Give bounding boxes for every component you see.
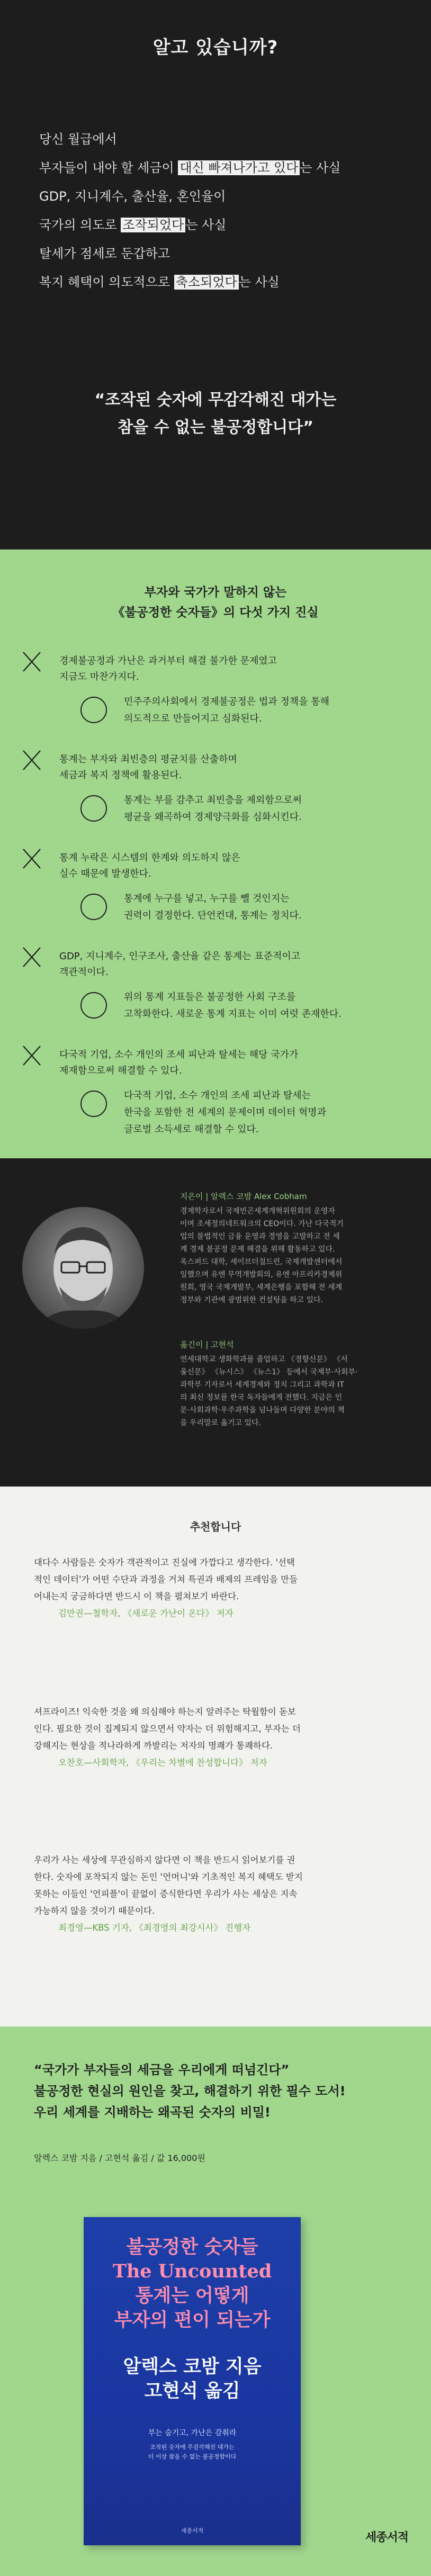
recommend-item	[34, 1554, 399, 1622]
intro-line	[39, 160, 399, 188]
cross-icon	[21, 847, 42, 870]
book-cover	[84, 2217, 301, 2545]
intro-line-text: 탈세가 점세로 둔갑하고	[39, 246, 170, 261]
truth-myth-line: 지금도 마찬가지다.	[59, 671, 139, 682]
cover-title: 불공정한 숫자들	[126, 2236, 258, 2258]
truth-myth	[59, 653, 398, 685]
translator-info	[180, 1338, 413, 1429]
recommend-source: 최경영—KBS 기자, 《최경영의 최강시사》 진행자	[58, 1923, 251, 1933]
cover-tagline: 조작된 숫자에 무감각해진 대가는	[150, 2444, 235, 2451]
book-quote-line: “국가가 부자들의 세금을 우리에게 떠넘긴다”	[34, 2062, 290, 2077]
cross-icon	[21, 1044, 42, 1067]
intro-highlight: 대신 빠져나가고 있다	[178, 160, 300, 175]
recommend-line: 가능하지 않을 것이기 때문이다.	[34, 1906, 155, 1916]
recommend-item	[34, 1852, 399, 1936]
intro-line-text: 국가의 의도로	[39, 218, 121, 232]
truth-myth-line: 실수 때문에 발생한다.	[59, 868, 151, 879]
book-meta: 알렉스 코밤 지음 / 고현석 옮김 / 값 16,000원	[34, 2153, 205, 2163]
cover-subtitle: 부자의 편이 되는가	[114, 2309, 271, 2331]
circle-icon	[80, 795, 107, 822]
author-bio-line: 일했으며 유엔 무역개발회의, 유엔 아프리카경제위	[180, 1271, 343, 1279]
cross-icon	[21, 945, 42, 969]
truth-fact-line: 위의 통계 지표들은 불공정한 사회 구조를	[124, 992, 296, 1003]
truth-myth-line: 제재함으로써 해결할 수 있다.	[59, 1065, 182, 1076]
truth-myth-line: 경제불공정과 가난은 과거부터 해결 불가한 문제였고	[59, 655, 277, 666]
cover-translator: 고현석 옮김	[144, 2380, 240, 2402]
recommend-title: 추천합니다	[190, 1520, 241, 1533]
intro-line-suffix: 는 사실	[238, 275, 280, 290]
truth-myth-line: 다국적 기업, 소수 개인의 조세 피난과 탈세는 해당 국가가	[59, 1049, 299, 1060]
cover-author: 알렉스 코밤 지음	[123, 2356, 262, 2377]
truth-myth	[59, 850, 398, 882]
truths-heading	[0, 582, 431, 623]
truth-fact	[124, 890, 420, 924]
truth-fact-line: 민주주의사회에서 경제불공정은 법과 정책을 통해	[124, 696, 330, 707]
intro-line	[39, 217, 399, 246]
truth-fact-line: 통계는 부를 감추고 최빈층을 제외함으로써	[124, 795, 302, 806]
circle-icon	[80, 894, 107, 920]
recommend-line: 우리가 사는 세상에 무관심하지 않다면 이 책을 반드시 읽어보기를 권	[34, 1855, 295, 1865]
cover-subtitle: 통계는 어떻게	[135, 2285, 249, 2307]
publisher-logo: 세종서적	[365, 2531, 409, 2544]
author-bio-line: 옥스퍼드 대학, 세이브더칠드런, 국제개발센터에서	[180, 1258, 343, 1266]
truth-fact-line: 통계에 누구를 넣고, 누구를 뺄 것인지는	[124, 893, 290, 904]
author-bio-line: 원회, 영국 국제개발부, 세계은행을 포함해 전 세계	[180, 1283, 343, 1292]
circle-icon	[80, 992, 107, 1019]
intro-quote	[0, 386, 431, 442]
author-bio-line: 경제학자로서 국제빈곤세계개혁위원회의 운영자	[180, 1207, 335, 1215]
book-quote	[34, 2059, 405, 2123]
intro-line	[39, 131, 399, 160]
truth-myth	[59, 752, 398, 783]
translator-bio-line: 울신문》 《뉴시스》 《뉴스1》 등에서 국제부·사회부·	[180, 1368, 358, 1376]
book-quote-line: 우리 세계를 지배하는 왜곡된 숫자의 비밀!	[34, 2105, 271, 2120]
intro-line-text: 복지 혜택이 의도적으로	[39, 275, 174, 290]
author-info	[180, 1190, 413, 1307]
truths-heading-line: 《불공정한 숫자들》의 다섯 가지 진실	[112, 606, 319, 619]
truth-fact-line: 의도적으로 만들어지고 심화된다.	[124, 713, 262, 724]
cover-tagline: 더 이상 참을 수 없는 불공정함이다	[148, 2453, 237, 2460]
cover-publisher: 세종서적	[181, 2527, 204, 2534]
intro-line	[39, 274, 399, 303]
author-name: 지은이 | 알렉스 코밤 Alex Cobham	[180, 1192, 307, 1201]
recommend-line: 어내는지 궁금하다면 반드시 이 책을 펼쳐보기 바란다.	[34, 1591, 239, 1601]
truth-fact-line: 권력이 결정한다. 단언컨대, 통계는 정치다.	[124, 910, 302, 921]
truth-fact-line: 글로벌 소득세로 해결할 수 있다.	[124, 1124, 259, 1135]
intro-section	[0, 0, 431, 550]
intro-line-text: GDP, 지니계수, 출산율, 혼인율이	[39, 189, 226, 204]
cover-title-english: The Uncounted	[112, 2260, 272, 2282]
recommend-source: 김만권—철학자, 《새로운 가난이 온다》 저자	[58, 1608, 234, 1618]
truths-heading-line: 부자와 국가가 말하지 않는	[144, 586, 287, 599]
recommend-line: 한다. 숫자에 포착되지 않는 돈인 '언머니'와 기초적인 복지 혜택도 받지	[34, 1872, 303, 1882]
truth-fact	[124, 792, 420, 826]
intro-line-suffix: 는 사실	[185, 218, 227, 232]
recommend-source: 오찬호—사회학자, 《우리는 차별에 찬성합니다》 저자	[58, 1758, 267, 1768]
truths-section	[0, 550, 431, 1158]
truth-fact-line: 다국적 기업, 소수 개인의 조세 피난과 탈세는	[124, 1090, 311, 1101]
intro-quote-line: “조작된 숫자에 무감각해진 대가는	[94, 391, 337, 409]
intro-line	[39, 246, 399, 274]
recommend-section	[0, 1487, 431, 2026]
circle-icon	[80, 1091, 107, 1117]
truth-fact-line: 한국을 포함한 전 세계의 문제이며 데이터 혁명과	[124, 1107, 327, 1118]
intro-highlight: 조작되었다	[121, 218, 185, 232]
intro-title: 알고 있습니까?	[152, 37, 279, 58]
truth-fact-line: 고착화한다. 새로운 통계 지표는 이미 여럿 존재한다.	[124, 1008, 342, 1020]
truth-myth-line: 통계는 부자와 최빈층의 평균치를 산출하며	[59, 754, 237, 765]
translator-name: 옮긴이 | 고현석	[180, 1340, 234, 1349]
cross-icon	[21, 650, 42, 673]
truth-fact	[124, 989, 420, 1023]
intro-line-suffix: 는 사실	[300, 160, 341, 175]
truth-fact	[124, 1087, 420, 1138]
truth-fact-line: 평균을 왜곡하여 경제양극화를 심화시킨다.	[124, 812, 302, 823]
truth-fact	[124, 693, 420, 727]
recommend-item	[34, 1704, 399, 1771]
book-quote-line: 불공정한 현실의 원인을 찾고, 해결하기 위한 필수 도서!	[34, 2084, 346, 2098]
truth-myth-line: 통계 누락은 시스템의 한계와 의도하지 않은	[59, 852, 240, 863]
recommend-line: 못하는 이들인 '언피플'이 끝없이 증식한다면 우리가 사는 세상은 지속	[34, 1889, 298, 1899]
recommend-line: 강해지는 현상을 적나라하게 까발리는 저자의 명쾌가 통쾌하다.	[34, 1741, 273, 1751]
authors-section	[0, 1158, 431, 1487]
cover-tagline: 부는 숨기고, 가난은 감춰라	[148, 2429, 237, 2437]
translator-bio-line: 문·사회과학·우주과학을 넘나들며 다양한 분야의 책	[180, 1406, 345, 1415]
intro-lines	[39, 131, 399, 303]
intro-highlight: 축소되었다	[174, 275, 239, 290]
recommend-line: 대다수 사람들은 숫자가 객관적이고 진실에 가깝다고 생각한다. '선택	[34, 1557, 295, 1568]
truth-myth	[59, 949, 398, 980]
author-bio-line: 정부와 기관에 광범위한 컨설팅을 하고 있다.	[180, 1296, 324, 1304]
truth-myth-line: 객관적이다.	[59, 967, 109, 978]
translator-bio-line: 의 최신 정보를 한국 독자들에게 전했다. 지금은 인	[180, 1393, 343, 1402]
translator-bio-line: 과학부 기자로서 세계경제와 정치 그리고 과학과 IT	[180, 1381, 344, 1389]
circle-icon	[80, 697, 107, 723]
author-bio-line: 계 경제 불공정 문제 해결을 위해 활동하고 있다.	[180, 1245, 335, 1254]
author-bio-line: 업의 불법적인 금융 운영과 경영을 고발하고 전 세	[180, 1232, 340, 1241]
author-photo	[22, 1207, 144, 1329]
intro-line	[39, 188, 399, 217]
author-bio-line: 이며 조세정의네트워크의 CEO이다. 가난 다국적기	[180, 1220, 344, 1228]
book-section	[0, 2026, 431, 2576]
intro-line-text: 부자들이 내야 할 세금이	[39, 160, 178, 175]
recommend-line: 셔프라이즈! 익숙한 것을 왜 의심해야 하는지 알려주는 탁월함이 돋보	[34, 1707, 296, 1717]
intro-quote-line: 참을 수 없는 불공정합니다”	[118, 418, 313, 437]
translator-bio-line: 연세대학교 생화학과를 졸업하고 《경향신문》 《서	[180, 1355, 348, 1364]
recommend-line: 인다. 필요한 것이 집계되지 않으면서 약자는 더 위험해지고, 부자는 더	[34, 1724, 301, 1734]
cross-icon	[21, 749, 42, 772]
truth-myth	[59, 1047, 398, 1079]
recommend-line: 적인 데이터'가 어떤 수단과 과정을 거쳐 특권과 배제의 프레임을 만들	[34, 1574, 298, 1584]
intro-line-text: 당신 월급에서	[39, 132, 117, 147]
truth-myth-line: GDP, 지니계수, 인구조사, 출산율 같은 통계는 표준적이고	[59, 951, 301, 962]
translator-bio-line: 을 우리말로 옮기고 있다.	[180, 1419, 262, 1427]
truth-myth-line: 세금과 복지 정책에 활용된다.	[59, 770, 182, 781]
